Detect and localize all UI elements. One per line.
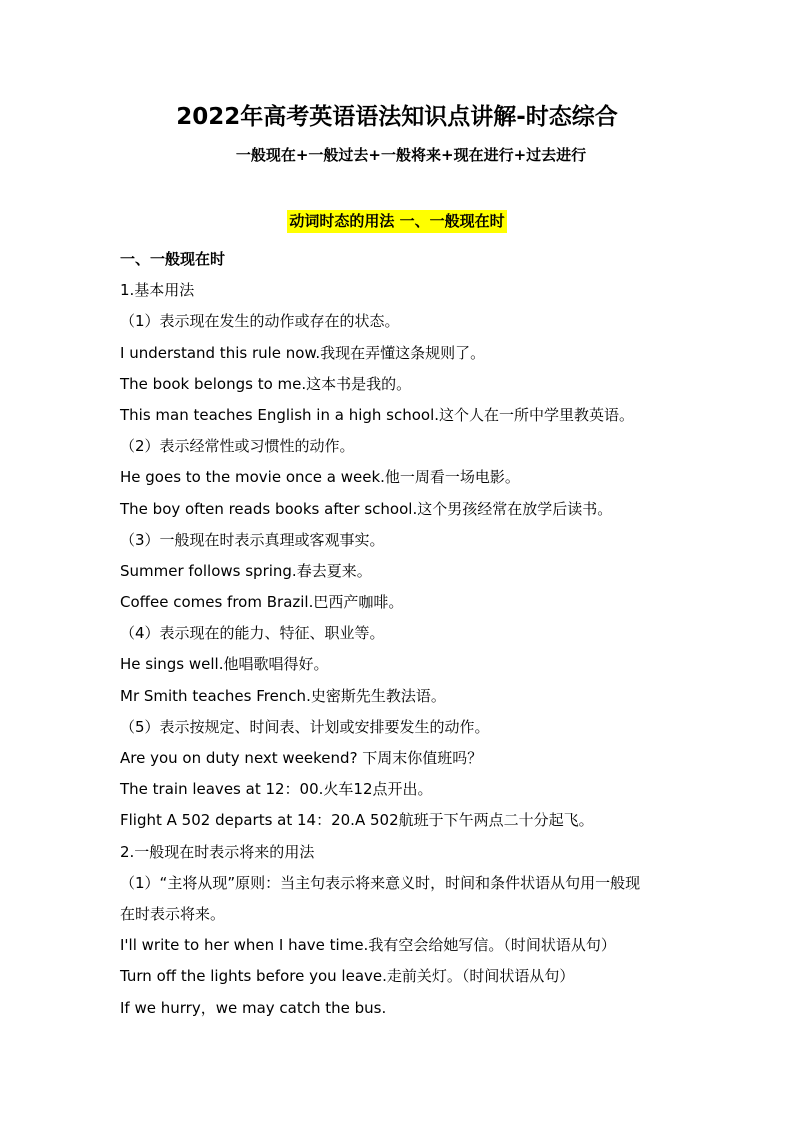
body-text-line: Coffee comes from Brazil.巴西产咖啡。: [120, 593, 404, 612]
body-text-line: If we hurry，we may catch the bus.: [120, 998, 387, 1017]
body-text-line: Mr Smith teaches French.史密斯先生教法语。: [120, 686, 446, 705]
document-subtitle: 一般现在+一般过去+一般将来+现在进行+过去进行: [235, 146, 587, 164]
subsection-heading: 一、一般现在时: [120, 250, 226, 268]
body-text-line: The boy often reads books after school.这个男孩经常在放学后读书。: [120, 499, 613, 518]
body-text-line: I'll write to her when I have time.我有空会给她写信。（时间状语从句）: [120, 936, 616, 955]
body-text-line: This man teaches English in a high school.这个人在一所中学里教英语。: [120, 405, 635, 424]
body-text-line: （1）“主将从现”原则：当主句表示将来意义时，时间和条件状语从句用一般现: [120, 873, 641, 892]
body-text-line: （1）表示现在发生的动作或存在的状态。: [120, 312, 400, 331]
document-body: [120, 244, 690, 1024]
body-text-line: （2）表示经常性或习惯性的动作。: [120, 437, 355, 456]
body-text-line: （3）一般现在时表示真理或客观事实。: [120, 530, 385, 549]
body-text-line: Summer follows spring.春去夏来。: [120, 561, 372, 580]
body-text-line: He sings well.他唱歌唱得好。: [120, 655, 329, 674]
body-text-line: （4）表示现在的能力、特征、职业等。: [120, 624, 385, 643]
document-title: 2022年高考英语语法知识点讲解-时态综合: [176, 104, 618, 130]
section-heading-highlighted: 动词时态的用法 一、一般现在时: [287, 210, 506, 233]
body-text-line: 2.一般现在时表示将来的用法: [120, 842, 315, 861]
body-text-line: I understand this rule now.我现在弄懂这条规则了。: [120, 343, 486, 362]
body-text-line: Turn off the lights before you leave.走前关灯。（时间状语从句）: [120, 967, 575, 986]
body-text-line: Flight A 502 departs at 14：20.A 502航班于下午两点二十分起飞。: [120, 811, 594, 830]
body-text-line: The book belongs to me.这本书是我的。: [120, 374, 412, 393]
body-text-line: 在时表示将来。: [120, 904, 226, 923]
body-text-line: 1.基本用法: [120, 281, 195, 300]
body-text-line: He goes to the movie once a week.他一周看一场电影。: [120, 468, 520, 487]
body-text-line: The train leaves at 12：00.火车12点开出。: [120, 780, 433, 799]
body-text-line: Are you on duty next weekend? 下周末你值班吗？: [120, 749, 483, 767]
body-text-line: （5）表示按规定、时间表、计划或安排要发生的动作。: [120, 717, 490, 736]
section-heading-wrap: [0, 210, 794, 233]
